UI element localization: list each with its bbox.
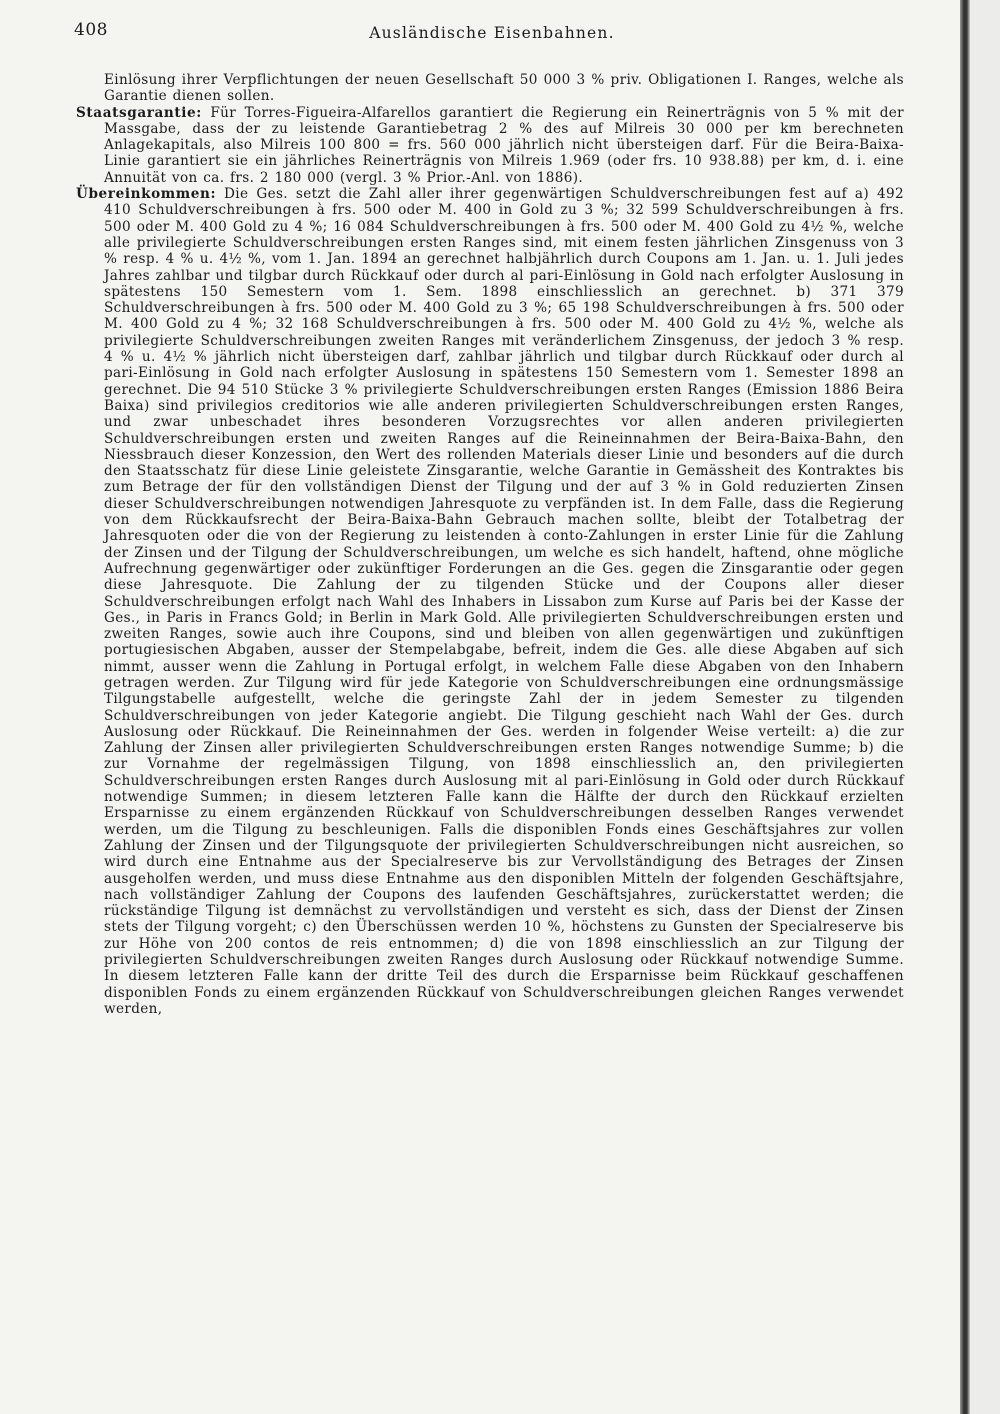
paragraph-staatsgarantie-text: Für Torres-Figueira-Alfarellos garantiert die Regierung ein Reinerträgnis von 5 % mit der Massgabe, dass der zu leistende Garantiebetrag 2 % des auf Milreis 30 000 per km berechneten Anlagekapitals, also Milreis 100 800 = frs. 560 000 jährlich nicht übersteigen darf. Für die Beira-Baixa-Linie garantiert sie ein jährliches Reinerträgnis von Milreis 1.969 (oder frs. 10 938.88) per km, d. i. eine Annuität von ca. frs. 2 180 000 (vergl. 3 % Prior.-Anl. von 1886).: [104, 104, 904, 186]
running-head: Ausländische Eisenbahnen.: [369, 24, 615, 42]
term-staatsgarantie: Staatsgarantie:: [76, 104, 202, 121]
page-gutter-shadow: [960, 0, 970, 1414]
paragraph-staatsgarantie: [76, 105, 904, 186]
term-uebereinkommen: Übereinkommen:: [76, 186, 217, 203]
paragraph-intro: [76, 72, 904, 105]
paragraph-uebereinkommen-text: Die Ges. setzt die Zahl aller ihrer gegenwärtigen Schuldverschreibungen fest auf a) 492 410 Schuldverschreibungen à frs. 500 oder M. 400 in Gold zu 3 %; 32 599 Schuldverschreibungen à frs. 500 oder M. 400 Gold zu 4 %; 16 084 Schuldverschreibungen à frs. 500 oder M. 400 Gold zu 4½ %, welche alle privilegierte Schuldverschreibungen ersten Ranges sind, mit einem festen jährlichen Zinsgenuss von 3 % resp. 4 % u. 4½ %, vom 1. Jan. 1894 an gerechnet halbjährlich durch Coupons am 1. Jan. u. 1. Juli jedes Jahres zahlbar und tilgbar durch Rückkauf oder durch al pari-Einlösung in Gold nach erfolgter Auslosung in spätestens 150 Semestern vom 1. Sem. 1898 einschliesslich an gerechnet. b) 371 379 Schuldverschreibungen à frs. 500 oder M. 400 Gold zu 3 %; 65 198 Schuldverschreibungen à frs. 500 oder M. 400 Gold zu 4 %; 32 168 Schuldverschreibungen à frs. 500 oder M. 400 Gold zu 4½ %, welche als privilegierte Schuldverschreibungen zweiten Ranges mit veränderlichem Zinsgenuss, der jedoch 3 % resp. 4 % u. 4½ % jährlich nicht übersteigen darf, zahlbar jährlich und tilgbar durch Rückkauf oder durch al pari-Einlösung in Gold nach erfolgter Auslosung in spätestens 150 Semestern vom 1. Semester 1898 an gerechnet. Die 94 510 Stücke 3 % privilegierte Schuldverschreibungen ersten Ranges (Emission 1886 Beira Baixa) sind privilegios creditorios wie alle anderen privilegierten Schuldverschreibungen ersten Ranges, und zwar unbeschadet ihres besonderen Vorzugsrechtes vor allen anderen privilegierten Schuldverschreibungen ersten und zweiten Ranges auf die Reineinnahmen der Beira-Baixa-Bahn, den Niessbrauch dieser Konzession, den Wert des rollenden Materials dieser Linie und besonders auf die durch den Staatsschatz für diese Linie geleistete Zinsgarantie, welche Garantie in Gemässheit des Kontraktes bis zum Betrage der für den vollständigen Dienst der Tilgung und der auf 3 % in Gold reduzierten Zinsen dieser Schuldverschreibungen notwendigen Jahresquote zu verpfänden ist. In dem Falle, dass die Regierung von dem Rückkaufsrecht der Beira-Baixa-Bahn Gebrauch machen sollte, bleibt der Totalbetrag der Jahresquoten oder die von der Regierung zu leistenden à conto-Zahlungen in erster Linie für die Zahlung der Zinsen und der Tilgung der Schuldverschreibungen, um welche es sich handelt, haftend, ohne mögliche Aufrechnung gegenwärtiger oder zukünftiger Forderungen an die Ges. gegen die Zinsgarantie oder gegen diese Jahresquote. Die Zahlung der zu tilgenden Stücke und der Coupons aller dieser Schuldverschreibungen erfolgt nach Wahl des Inhabers in Lissabon zum Kurse auf Paris bei der Kasse der Ges., in Paris in Francs Gold; in Berlin in Mark Gold. Alle privilegierten Schuldverschreibungen ersten und zweiten Ranges, sowie auch ihre Coupons, sind und bleiben von allen gegenwärtigen und zukünftigen portugiesischen Abgaben, ausser der Stempelabgabe, befreit, indem die Ges. alle diese Abgaben auf sich nimmt, ausser wenn die Zahlung in Portugal erfolgt, in welchem Falle diese Abgaben von den Inhabern getragen werden. Zur Tilgung wird für jede Kategorie von Schuldverschreibungen eine ordnungsmässige Tilgungstabelle aufgestellt, welche die geringste Zahl der in jedem Semester zu tilgenden Schuldverschreibungen von jeder Kategorie angiebt. Die Tilgung geschieht nach Wahl der Ges. durch Auslosung oder Rückkauf. Die Reineinnahmen der Ges. werden in folgender Weise verteilt: a) die zur Zahlung der Zinsen aller privilegierten Schuldverschreibungen ersten Ranges notwendige Summe; b) die zur Vornahme der regelmässigen Tilgung, von 1898 einschliesslich an, den privilegierten Schuldverschreibungen ersten Ranges durch Auslosung mit al pari-Einlösung in Gold oder durch Rückkauf notwendige Summen; in diesem letzteren Falle kann die Hälfte der durch den Rückkauf erzielten Ersparnisse zu einem ergänzenden Rückkauf von Schuldverschreibungen desselben Ranges verwendet werden, um die Tilgung zu beschleunigen. Falls die disponiblen Fonds eines Geschäftsjahres zur vollen Zahlung der Zinsen und der Tilgungsquote der privilegierten Schuldverschreibungen nicht ausreichen, so wird durch eine Entnahme aus der Specialreserve bis zur Vervollständigung des Betrages der Zinsen ausgeholfen werden, und muss diese Entnahme aus den disponiblen Mitteln der folgenden Geschäftsjahre, nach vollständiger Zahlung der Coupons des laufenden Geschäftsjahres, zurückerstattet werden; die rückständige Tilgung ist demnächst zu vervollständigen und versteht es sich, dass der Dienst der Zinsen stets der Tilgung vorgeht; c) den Überschüssen werden 10 %, höchstens zu Gunsten der Specialreserve bis zur Höhe von 200 contos de reis entnommen; d) die von 1898 einschliesslich an zur Tilgung der privilegierten Schuldverschreibungen zweiten Ranges durch Auslosung oder Rückkauf notwendige Summe. In diesem letzteren Falle kann der dritte Teil des durch die Ersparnisse beim Rückkauf geschaffenen disponiblen Fonds zu einem ergänzenden Rückkauf von Schuldverschreibungen gleichen Ranges verwendet werden,: [104, 186, 904, 1017]
page-edge-margin: [970, 0, 1000, 1414]
paragraph-uebereinkommen: [76, 186, 904, 1017]
body-text: [76, 72, 904, 1017]
page-number: 408: [74, 20, 108, 40]
paragraph-intro-text: Einlösung ihrer Verpflichtungen der neuen Gesellschaft 50 000 3 % priv. Obligationen I. Ranges, welche als Garantie dienen sollen.: [104, 72, 904, 105]
page-header: [74, 20, 910, 46]
